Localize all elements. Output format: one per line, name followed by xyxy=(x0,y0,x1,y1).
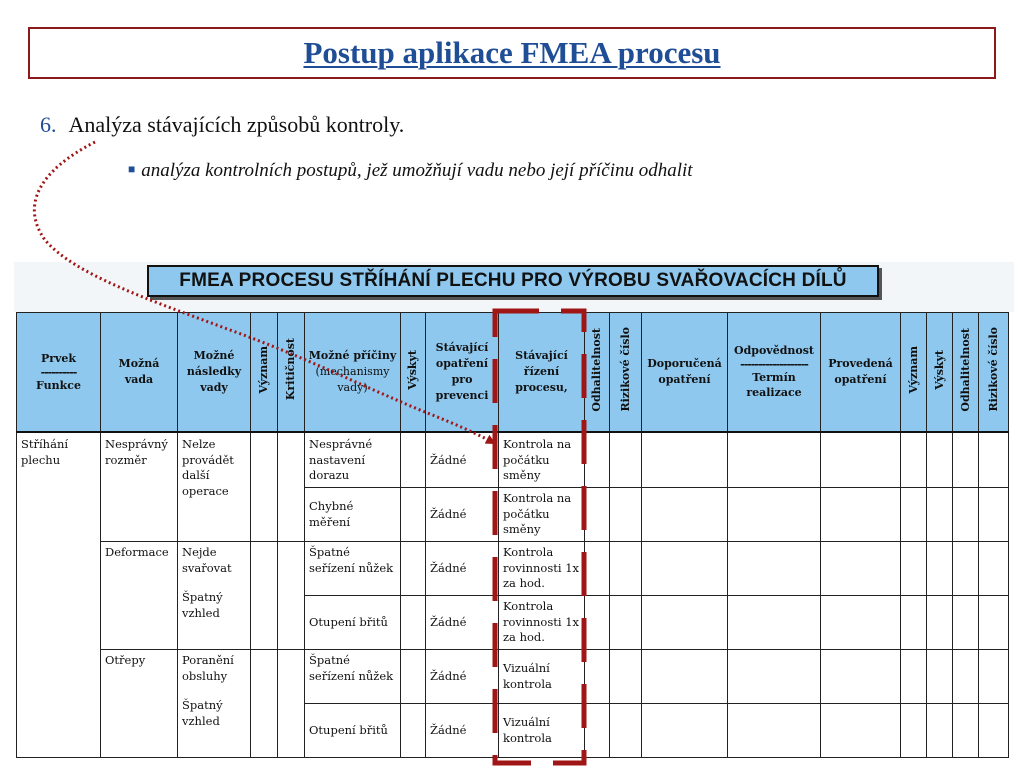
cell-empty xyxy=(821,704,901,758)
cell-empty xyxy=(585,432,610,488)
cell-empty xyxy=(585,704,610,758)
header-odpovednost: Odpovědnost ------------------- Termín realizace xyxy=(728,313,821,433)
cell-kriticnost xyxy=(278,432,305,542)
header-kriticnost: Kritičnost xyxy=(278,313,305,433)
cell-empty xyxy=(728,650,821,704)
cell-empty xyxy=(979,432,1009,488)
cell-nasledky: Nelze provádět další operace xyxy=(178,432,251,542)
header-rizikove-cislo-2: Rizikové číslo xyxy=(979,313,1009,433)
cell-empty xyxy=(901,596,927,650)
cell-empty xyxy=(728,432,821,488)
cell-pricina: Otupení břitů xyxy=(305,596,401,650)
cell-vada: Otřepy xyxy=(101,650,178,758)
cell-nasledky: Poranění obsluhy Špatný vzhled xyxy=(178,650,251,758)
cell-empty xyxy=(821,542,901,596)
slide-title: Postup aplikace FMEA procesu xyxy=(303,35,721,70)
sub-bullet xyxy=(128,160,693,182)
cell-vyznam xyxy=(251,650,278,758)
header-vyznam: Význam xyxy=(251,313,278,433)
cell-empty xyxy=(953,704,979,758)
cell-empty xyxy=(979,650,1009,704)
fmea-table-title: FMEA PROCESU STŘÍHÁNÍ PLECHU PRO VÝROBU SVAŘOVACÍCH DÍLŮ xyxy=(147,265,879,297)
header-vyznam-2: Význam xyxy=(901,313,927,433)
cell-empty xyxy=(927,596,953,650)
cell-empty xyxy=(979,488,1009,542)
cell-empty xyxy=(610,542,642,596)
square-bullet-icon: ■ xyxy=(128,162,136,176)
cell-empty xyxy=(610,704,642,758)
cell-vyznam xyxy=(251,542,278,650)
cell-kriticnost xyxy=(278,542,305,650)
header-rizikove-cislo: Rizikové číslo xyxy=(610,313,642,433)
cell-empty xyxy=(901,704,927,758)
cell-empty xyxy=(728,704,821,758)
cell-empty xyxy=(901,432,927,488)
cell-prevence: Žádné xyxy=(426,650,499,704)
cell-empty xyxy=(585,596,610,650)
cell-vada: Deformace xyxy=(101,542,178,650)
header-mozne-priciny: Možné příčiny (mechanismy vady) xyxy=(305,313,401,433)
header-odhalitelnost-2: Odhalitelnost xyxy=(953,313,979,433)
cell-empty xyxy=(979,596,1009,650)
cell-vyskyt xyxy=(401,432,426,488)
header-provedena-opatreni: Provedená opatření xyxy=(821,313,901,433)
cell-empty xyxy=(901,542,927,596)
cell-kriticnost xyxy=(278,650,305,758)
table-row xyxy=(17,542,1009,596)
cell-empty xyxy=(927,542,953,596)
header-mozne-nasledky: Možné následky vady xyxy=(178,313,251,433)
header-mozna-vada: Možná vada xyxy=(101,313,178,433)
table-row xyxy=(17,650,1009,704)
cell-empty xyxy=(585,542,610,596)
cell-pricina: Chybné měření xyxy=(305,488,401,542)
cell-vyskyt xyxy=(401,650,426,704)
cell-pricina: Nesprávné nastavení dorazu xyxy=(305,432,401,488)
cell-empty xyxy=(610,432,642,488)
cell-empty xyxy=(642,596,728,650)
cell-empty xyxy=(728,596,821,650)
cell-prevence: Žádné xyxy=(426,596,499,650)
cell-empty xyxy=(642,542,728,596)
cell-empty xyxy=(821,650,901,704)
item-text: Analýza stávajících způsobů kontroly. xyxy=(68,112,405,137)
cell-empty xyxy=(585,488,610,542)
cell-vyskyt xyxy=(401,488,426,542)
cell-empty xyxy=(642,650,728,704)
cell-empty xyxy=(979,542,1009,596)
cell-pricina: Otupení břitů xyxy=(305,704,401,758)
cell-empty xyxy=(642,488,728,542)
cell-empty xyxy=(927,704,953,758)
cell-pricina: Špatné seřízení nůžek xyxy=(305,542,401,596)
cell-empty xyxy=(927,432,953,488)
header-rizeni-procesu: Stávající řízení procesu, xyxy=(499,313,585,433)
header-vyskyt: Výskyt xyxy=(401,313,426,433)
cell-empty xyxy=(953,542,979,596)
cell-rizeni: Vizuální kontrola xyxy=(499,650,585,704)
cell-empty xyxy=(610,488,642,542)
cell-vyskyt xyxy=(401,542,426,596)
cell-empty xyxy=(642,432,728,488)
cell-prevence: Žádné xyxy=(426,488,499,542)
header-vyskyt-2: Výskyt xyxy=(927,313,953,433)
cell-empty xyxy=(953,488,979,542)
cell-vyznam xyxy=(251,432,278,542)
header-prvek: Prvek ---------- Funkce xyxy=(17,313,101,433)
numbered-item xyxy=(40,112,404,138)
header-doporucena-opatreni: Doporučená opatření xyxy=(642,313,728,433)
cell-rizeni: Kontrola rovinnosti 1x za hod. xyxy=(499,542,585,596)
cell-rizeni: Vizuální kontrola xyxy=(499,704,585,758)
cell-empty xyxy=(610,650,642,704)
sub-bullet-text: analýza kontrolních postupů, jež umožňují vadu nebo její příčinu odhalit xyxy=(141,160,693,181)
cell-empty xyxy=(927,488,953,542)
table-header-row xyxy=(17,313,1009,433)
cell-empty xyxy=(728,488,821,542)
cell-empty xyxy=(642,704,728,758)
cell-vyskyt xyxy=(401,704,426,758)
cell-empty xyxy=(821,596,901,650)
cell-empty xyxy=(901,488,927,542)
cell-rizeni: Kontrola na počátku směny xyxy=(499,488,585,542)
cell-element: Stříhání plechu xyxy=(17,432,101,758)
cell-empty xyxy=(821,488,901,542)
cell-empty xyxy=(585,650,610,704)
cell-vada: Nesprávný rozměr xyxy=(101,432,178,542)
cell-empty xyxy=(953,650,979,704)
cell-pricina: Špatné seřízení nůžek xyxy=(305,650,401,704)
cell-empty xyxy=(953,596,979,650)
cell-rizeni: Kontrola na počátku směny xyxy=(499,432,585,488)
cell-rizeni: Kontrola rovinnosti 1x za hod. xyxy=(499,596,585,650)
cell-nasledky: Nejde svařovat Špatný vzhled xyxy=(178,542,251,650)
cell-empty xyxy=(821,432,901,488)
item-number: 6. xyxy=(40,112,57,137)
table-row xyxy=(17,432,1009,488)
cell-prevence: Žádné xyxy=(426,542,499,596)
cell-empty xyxy=(953,432,979,488)
cell-prevence: Žádné xyxy=(426,432,499,488)
header-odhalitelnost: Odhalitelnost xyxy=(585,313,610,433)
cell-prevence: Žádné xyxy=(426,704,499,758)
header-opatreni-prevence: Stávající opatření pro prevenci xyxy=(426,313,499,433)
slide-title-box xyxy=(28,27,996,79)
cell-empty xyxy=(901,650,927,704)
cell-empty xyxy=(728,542,821,596)
cell-empty xyxy=(927,650,953,704)
cell-vyskyt xyxy=(401,596,426,650)
cell-empty xyxy=(610,596,642,650)
cell-empty xyxy=(979,704,1009,758)
fmea-table xyxy=(16,312,1009,758)
